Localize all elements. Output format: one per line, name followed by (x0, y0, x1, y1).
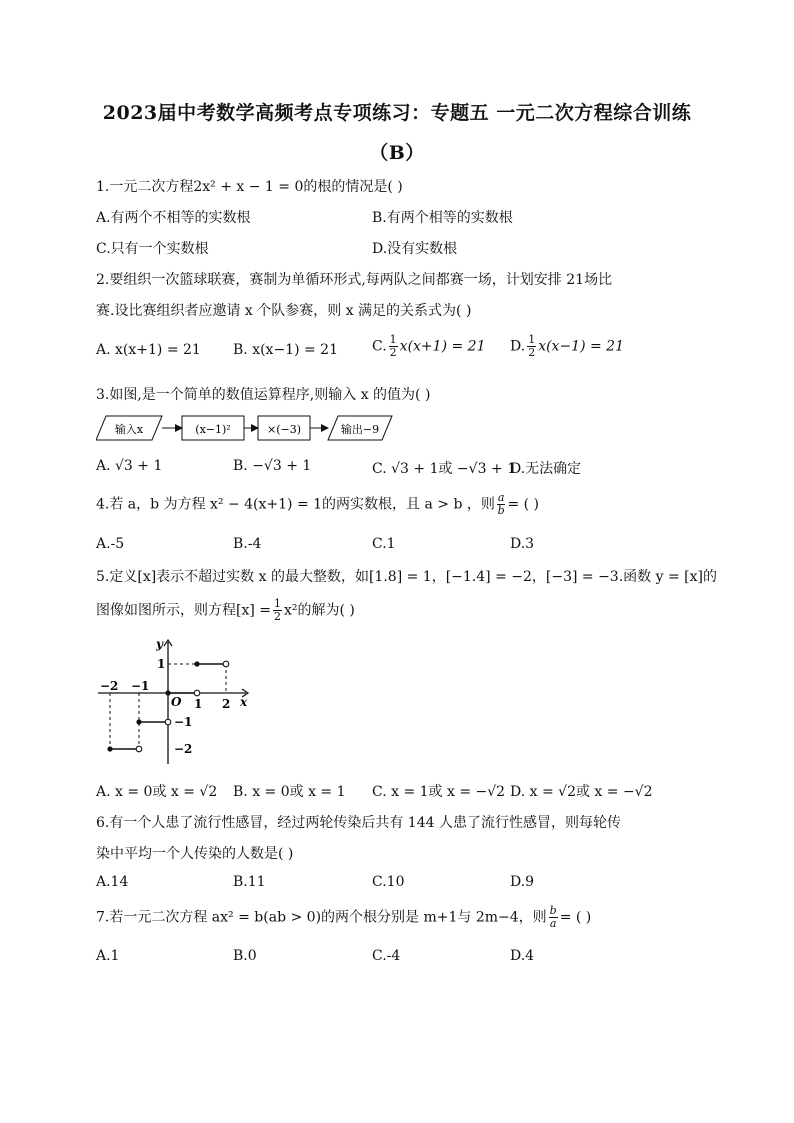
question-4-stem: 4.若 a，b 为方程 x² − 4(x+1) = 1的两实数根，且 a > b ，则 $\frac{a}{b}$ = ( ) (96, 491, 540, 517)
question-6-stem-line-2: 染中平均一个人传染的人数是( ) (96, 846, 294, 862)
question-2-option-b: B. x(x−1) = 21 (233, 342, 338, 358)
question-2-option-c: C. $\frac{1}{2}$ x(x+1) = 21 (372, 333, 486, 359)
closed-endpoints (107, 661, 199, 751)
question-5-stem-line-2: 图像如图所示，则方程[x] = $\frac{1}{2}$ x²的解为( ) (96, 597, 355, 623)
open-point (165, 719, 171, 725)
question-7-option-a: A.1 (96, 948, 120, 964)
x-tick-label: −2 (100, 679, 119, 693)
closed-point (107, 746, 112, 751)
question-4-option-d: D.3 (510, 536, 535, 552)
x-axis-label: x (240, 695, 248, 709)
y-tick-label: 1 (157, 657, 166, 671)
question-6-option-a: A.14 (96, 874, 129, 890)
question-5-option-b: B. x = 0或 x = 1 (233, 784, 346, 800)
question-3-option-d: D.无法确定 (510, 461, 582, 477)
x-tick-label: 2 (222, 697, 231, 711)
question-3-option-c: C. √3 + 1或 −√3 + 1 (372, 461, 517, 477)
question-4-option-b: B.-4 (233, 536, 262, 552)
question-3-option-b: B. −√3 + 1 (233, 458, 312, 474)
question-3-stem: 3.如图,是一个简单的数值运算程序,则输入 x 的值为( ) (96, 387, 431, 403)
open-point (194, 690, 200, 696)
fraction-one-half: $\frac{1}{2}$ (274, 597, 281, 623)
question-5-option-a: A. x = 0或 x = √2 (96, 784, 218, 800)
question-6-stem-line-1: 6.有一个人患了流行性感冒，经过两轮传染后共有 144 人患了流行性感冒，则每轮传 (96, 815, 621, 831)
question-5-stem-line-1: 5.定义[x]表示不超过实数 x 的最大整数，如[1.8] = 1，[−1.4] = −2，[−3] = −3.函数 y = [x]的 (96, 569, 717, 585)
x-tick-label: −1 (131, 679, 150, 693)
question-3-flowchart (96, 412, 396, 444)
question-1-option-a: A.有两个不相等的实数根 (96, 210, 251, 226)
question-6-option-d: D.9 (510, 874, 535, 890)
fraction-one-half: $\frac{1}{2}$ (389, 333, 397, 359)
question-4-option-c: C.1 (372, 536, 396, 552)
question-5-option-c: C. x = 1或 x = −√2 (372, 784, 506, 800)
question-7-option-c: C.-4 (372, 948, 401, 964)
fraction-b-over-a: $\frac{b}{a}$ (549, 904, 557, 930)
question-3-option-a: A. √3 + 1 (96, 458, 163, 474)
flow-step-2-label: ×(−3) (266, 423, 302, 436)
question-7-option-d: D.4 (510, 948, 535, 964)
y-axis-label: y (156, 637, 163, 651)
closed-point (136, 719, 141, 724)
open-point (136, 746, 142, 752)
question-6-option-c: C.10 (372, 874, 405, 890)
question-2-option-d: D. $\frac{1}{2}$ x(x−1) = 21 (510, 333, 624, 359)
fraction-one-half: $\frac{1}{2}$ (528, 333, 536, 359)
question-6-option-b: B.11 (233, 874, 266, 890)
x-tick-label: 1 (194, 697, 203, 711)
question-5-floor-function-graph (96, 636, 256, 768)
question-1-stem: 1.一元二次方程2x² + x − 1 = 0的根的情况是( ) (96, 179, 403, 195)
page-subtitle: （B） (369, 142, 425, 164)
question-2-stem-line-2: 赛.设比赛组织者应邀请 x 个队参赛，则 x 满足的关系式为( ) (96, 303, 472, 319)
question-7-option-b: B.0 (233, 948, 257, 964)
question-7-stem: 7.若一元二次方程 ax² = b(ab > 0)的两个根分别是 m+1与 2m−4，则 $\frac{b}{a}$ = ( ) (96, 904, 592, 930)
open-endpoints (136, 661, 229, 752)
question-5-option-d: D. x = √2或 x = −√2 (510, 784, 653, 800)
question-1-option-b: B.有两个相等的实数根 (372, 210, 513, 226)
closed-point (194, 661, 199, 666)
flow-output-label: 输出−9 (340, 423, 380, 436)
question-2-option-a: A. x(x+1) = 21 (96, 342, 201, 358)
closed-point (165, 690, 170, 695)
y-tick-label: −2 (174, 742, 193, 756)
page-title: 2023届中考数学高频考点专项练习：专题五 一元二次方程综合训练 (102, 102, 692, 124)
question-1-option-d: D.没有实数根 (372, 241, 458, 257)
fraction-a-over-b: $\frac{a}{b}$ (497, 491, 505, 517)
open-point (223, 661, 229, 667)
question-2-stem-line-1: 2.要组织一次篮球联赛，赛制为单循环形式,每两队之间都赛一场，计划安排 21场比 (96, 272, 613, 288)
question-4-option-a: A.-5 (96, 536, 125, 552)
y-tick-label: −1 (174, 715, 193, 729)
flow-step-1-label: (x−1)² (195, 423, 231, 436)
origin-label: O (171, 695, 182, 709)
question-1-option-c: C.只有一个实数根 (96, 241, 209, 257)
flow-input-label: 输入x (114, 423, 144, 436)
